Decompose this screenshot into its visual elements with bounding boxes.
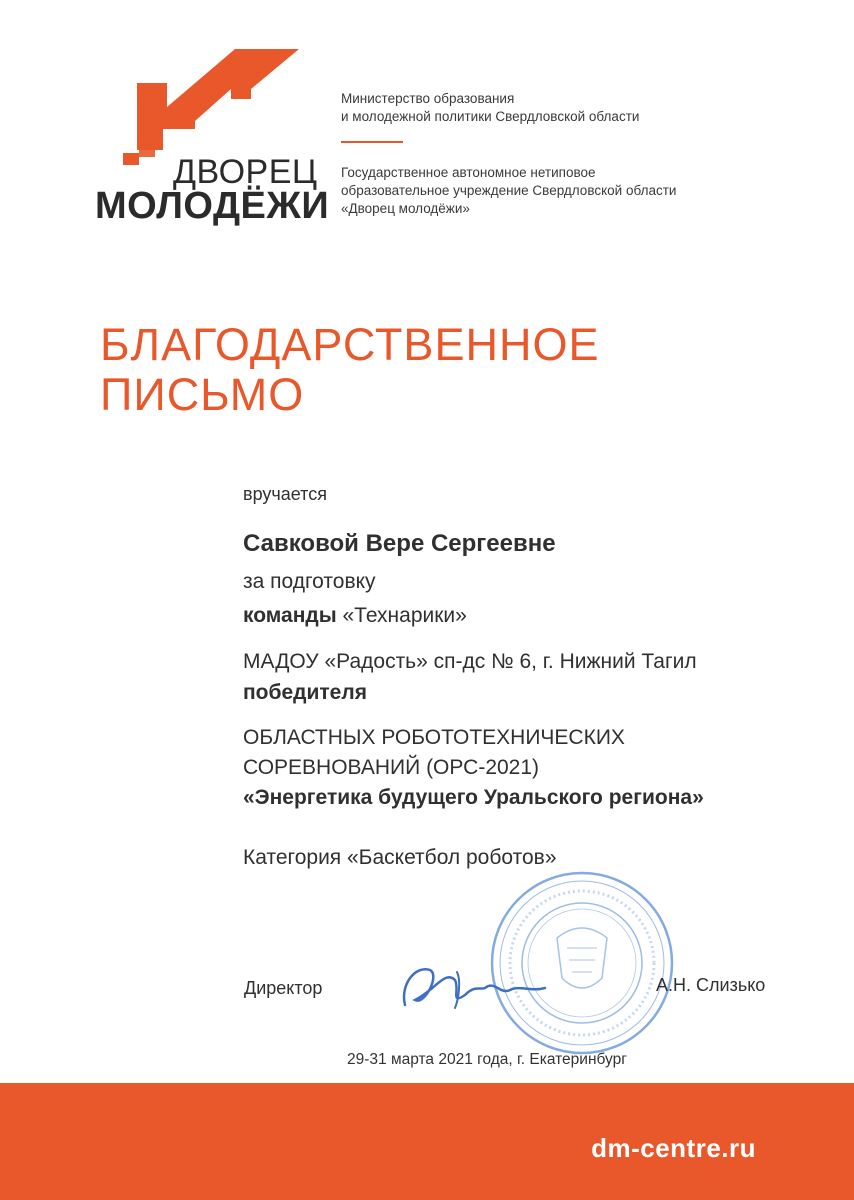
header-divider [341,141,403,143]
recipient-name: Савковой Вере Сергеевне [243,530,556,557]
logo-line2: МОЛОДЁЖИ [95,185,330,227]
competition-line1: ОБЛАСТНЫХ РОБОТОТЕХНИЧЕСКИХ [243,726,625,749]
school-name: МАДОУ «Радость» сп-дс № 6, г. Нижний Тагил [243,650,697,673]
winner-label: победителя [243,681,367,704]
ministry-line2: и молодежной политики Свердловской области [341,109,640,124]
team-name: «Технарики» [336,604,467,627]
signer-name: А.Н. Слизько [656,975,766,995]
for-text: за подготовку [243,570,376,593]
presented-label: вручается [243,484,327,504]
team-word: команды [243,604,337,627]
competition-line2: СОРЕВНОВАНИЙ (ОРС-2021) [243,756,540,779]
logo [95,45,330,235]
footer-band [0,1083,854,1200]
institution-line2: образовательное учреждение Свердловской области [341,183,677,198]
website-url: dm-centre.ru [591,1133,756,1163]
logo-line1: ДВОРЕЦ [173,153,318,191]
title-line2: ПИСЬМО [100,369,305,420]
director-label: Директор [244,978,323,998]
title-line1: БЛАГОДАРСТВЕННОЕ [100,319,600,370]
ministry-line1: Министерство образования [341,91,515,106]
ministry-text [341,90,639,126]
date-place: 29-31 марта 2021 года, г. Екатеринбург [347,1051,627,1068]
institution-text [341,164,676,218]
dm-chevron-logo-icon [123,45,303,165]
team-line [243,604,467,628]
category-text: Категория «Баскетбол роботов» [243,846,557,869]
handwritten-signature-icon [395,950,575,1020]
institution-line3: «Дворец молодёжи» [341,201,470,216]
institution-line1: Государственное автономное нетиповое [341,165,596,180]
document-title [100,320,599,420]
competition-name: «Энергетика будущего Уральского региона» [243,786,704,809]
